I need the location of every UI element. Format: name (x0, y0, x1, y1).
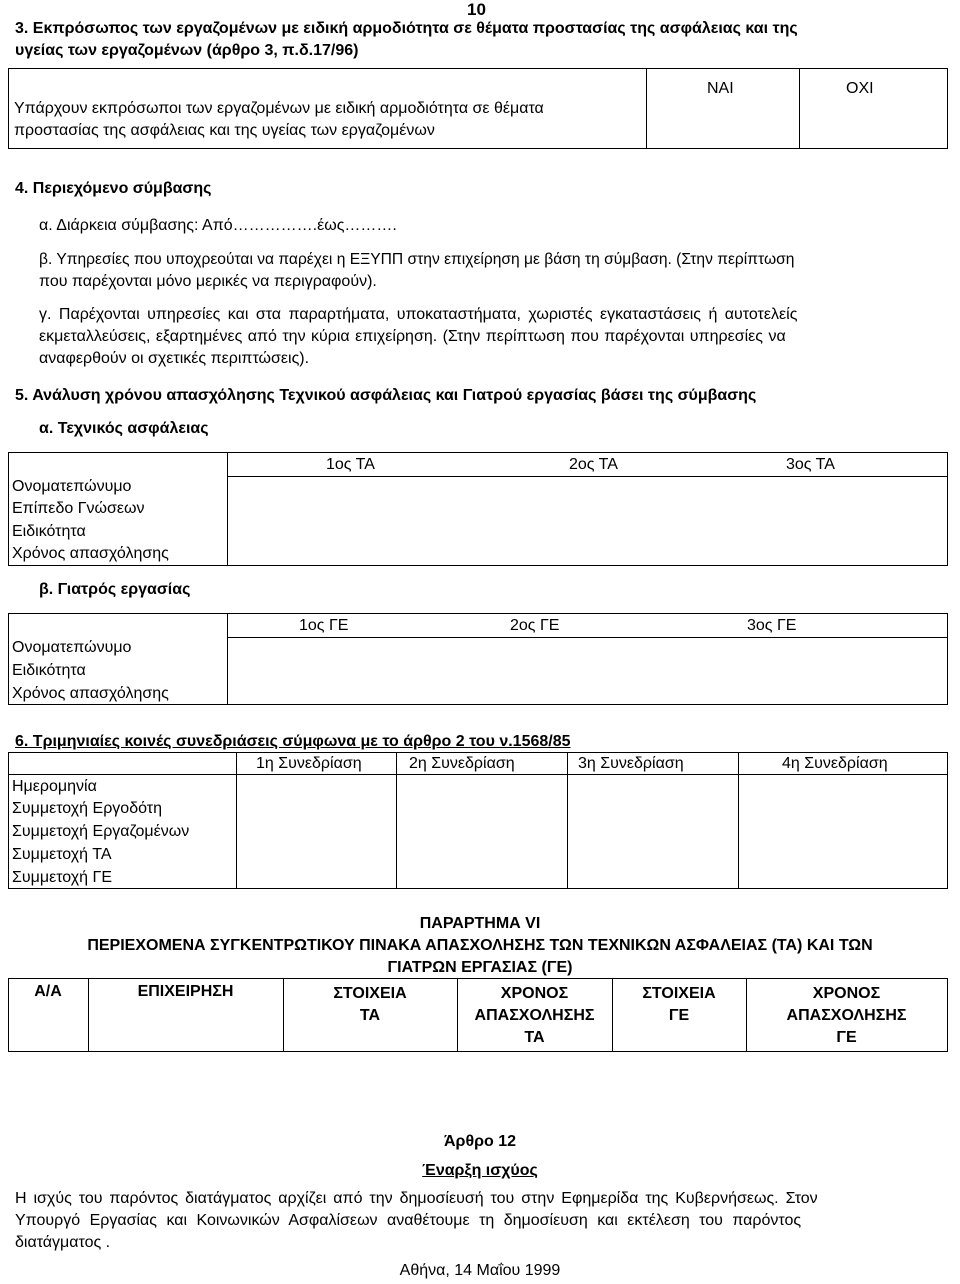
section3-heading-line1: 3. Εκπρόσωπος των εργαζομένων με ειδική αρμοδιότητα σε θέματα προστασίας της ασφάλειας και της (15, 20, 798, 37)
ta-row-label: Επίπεδο Γνώσεων (12, 500, 145, 517)
section3-heading-line2: υγείας των εργαζομένων (άρθρο 3, π.δ.17/96) (15, 42, 359, 59)
meeting-row-label: Συμμετοχή Εργοδότη (12, 800, 162, 817)
article-subtitle: Έναρξη ισχύος (422, 1162, 538, 1179)
annex-col-ta-time-line3: ΤΑ (524, 1029, 545, 1046)
place-date: Αθήνα, 14 Μαΐου 1999 (399, 1262, 561, 1279)
services-line2: που παρέχονται μόνο μερικές να περιγραφούν). (39, 273, 377, 290)
ge-column-1: 1ος ΓΕ (299, 617, 349, 634)
annex-col-ta-details-line1: ΣΤΟΙΧΕΙΑ (333, 985, 407, 1002)
meeting-column-3: 3η Συνεδρίαση (578, 755, 684, 772)
services-line1: β. Υπηρεσίες που υποχρεούται να παρέχει η ΕΞΥΠΠ στην επιχείρηση με βάση τη σύμβαση. (Στην περίπτωση (39, 251, 795, 268)
ge-column-2: 2ος ΓΕ (510, 617, 560, 634)
ge-row-label: Χρόνος απασχόλησης (12, 685, 169, 702)
annex-subtitle-line2: ΓΙΑΤΡΩΝ ΕΡΓΑΣΙΑΣ (ΓΕ) (387, 959, 573, 976)
page-number: 10 (467, 0, 486, 19)
article-title: Άρθρο 12 (443, 1133, 516, 1150)
section5-heading: 5. Ανάλυση χρόνου απασχόλησης Τεχνικού ασφάλειας και Γιατρού εργασίας βάσει της σύμβασης (15, 387, 757, 404)
annex-col-ge-details-line1: ΣΤΟΙΧΕΙΑ (642, 985, 716, 1002)
occupational-doctor-heading: β. Γιατρός εργασίας (39, 581, 191, 598)
annex-col-ta-time (457, 983, 612, 1049)
meeting-row-label: Ημερομηνία (12, 778, 97, 795)
safety-technician-heading: α. Τεχνικός ασφάλειας (39, 420, 209, 437)
meeting-column-1: 1η Συνεδρίαση (256, 755, 362, 772)
branches-line2: εκμεταλλεύσεις, εξαρτημένες από την κύρια επιχείρηση. (Στην περίπτωση που παρέχονται υπηρεσίες να (39, 328, 786, 345)
contract-duration: α. Διάρκεια σύμβασης: Από…………….έως………. (39, 217, 397, 234)
yes-column-header: ΝΑΙ (707, 80, 734, 97)
ta-column-1: 1ος ΤΑ (326, 456, 375, 473)
ta-column-2: 2ος ΤΑ (569, 456, 618, 473)
ta-row-label: Ειδικότητα (12, 523, 86, 540)
annex-col-ta-time-line2: ΑΠΑΣΧΟΛΗΣΗΣ (474, 1007, 595, 1024)
ge-row-label: Ονοματεπώνυμο (12, 639, 132, 656)
meeting-row-label: Συμμετοχή Εργαζομένων (12, 823, 190, 840)
ge-column-3: 3ος ΓΕ (747, 617, 797, 634)
representatives-question-line2: προστασίας της ασφάλειας και της υγείας των εργαζομένων (14, 122, 435, 139)
meeting-column-2: 2η Συνεδρίαση (409, 755, 515, 772)
annex-col-ta-time-line1: ΧΡΟΝΟΣ (500, 985, 569, 1002)
section4-heading: 4. Περιεχόμενο σύμβασης (15, 180, 212, 197)
annex-col-ta-details (283, 983, 457, 1027)
annex-title: ΠΑΡΑΡΤΗΜΑ VI (419, 915, 541, 932)
article-body-line3: διατάγματος . (15, 1234, 111, 1251)
no-column-header: ΟΧΙ (846, 80, 874, 97)
ge-row-label: Ειδικότητα (12, 662, 86, 679)
representatives-question-line1: Υπάρχουν εκπρόσωποι των εργαζομένων με ειδική αρμοδιότητα σε θέματα (14, 100, 544, 117)
section6-heading: 6. Τριμηνιαίες κοινές συνεδριάσεις σύμφωνα με το άρθρο 2 του ν.1568/85 (15, 733, 571, 750)
annex-col-ge-time (746, 983, 947, 1049)
ta-row-label: Χρόνος απασχόλησης (12, 545, 169, 562)
annex-col-ge-details-line2: ΓΕ (668, 1007, 690, 1024)
article-body-line2: Υπουργό Εργασίας και Κοινωνικών Ασφαλίσεων αναθέτουμε τη δημοσίευση και εκτέλεση του παρόντος (15, 1212, 802, 1229)
annex-col-ge-time-line1: ΧΡΟΝΟΣ (812, 985, 881, 1002)
annex-col-ge-time-line3: ΓΕ (836, 1029, 857, 1046)
meeting-row-label: Συμμετοχή ΓΕ (12, 869, 112, 886)
ta-column-3: 3ος ΤΑ (786, 456, 835, 473)
article-body-line1: Η ισχύς του παρόντος διατάγματος αρχίζει από την δημοσίευσή του στην Εφημερίδα της Κυβερνήσεως. Στον (15, 1190, 818, 1207)
annex-col-ge-time-line2: ΑΠΑΣΧΟΛΗΣΗΣ (786, 1007, 907, 1024)
branches-line1: γ. Παρέχονται υπηρεσίες και στα παραρτήματα, υποκαταστήματα, χωριστές εγκαταστάσεις ή αυτοτελείς (39, 306, 798, 323)
annex-col-serial: Α/Α (34, 983, 62, 1000)
annex-col-company: ΕΠΙΧΕΙΡΗΣΗ (137, 983, 234, 1000)
annex-col-ge-details (612, 983, 746, 1027)
meeting-column-4: 4η Συνεδρίαση (782, 755, 888, 772)
meeting-row-label: Συμμετοχή ΤΑ (12, 846, 112, 863)
annex-subtitle-line1: ΠΕΡΙΕΧΟΜΕΝΑ ΣΥΓΚΕΝΤΡΩΤΙΚΟΥ ΠΙΝΑΚΑ ΑΠΑΣΧΟΛΗΣΗΣ ΤΩΝ ΤΕΧΝΙΚΩΝ ΑΣΦΑΛΕΙΑΣ (ΤΑ) ΚΑΙ ΤΩΝ (87, 937, 873, 954)
annex-col-ta-details-line2: ΤΑ (359, 1007, 381, 1024)
branches-line3: αναφερθούν οι σχετικές περιπτώσεις). (39, 350, 310, 367)
ta-row-label: Ονοματεπώνυμο (12, 478, 132, 495)
